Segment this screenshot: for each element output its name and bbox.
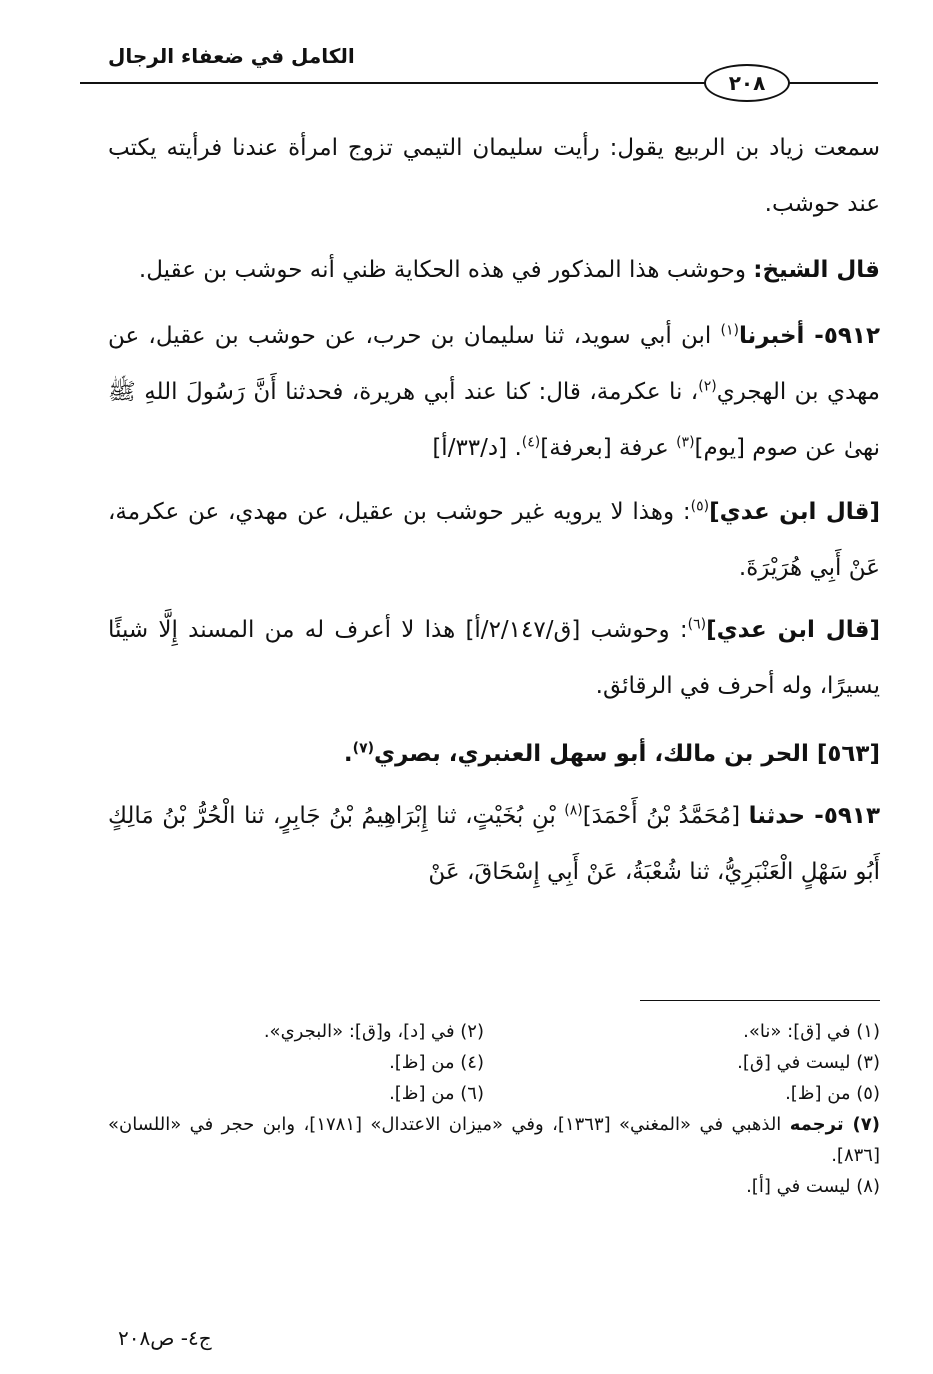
footnote-1: (١) في [ق]: «نا». (743, 1021, 880, 1042)
paragraph-text: : وهذا لا يرويه غير حوشب بن عقيل، عن مهدي، عن عكرمة، عَنْ أَبِي هُرَيْرَةَ. (108, 499, 880, 581)
heading-tail: . (343, 741, 353, 767)
footnote-ref: (٥) (690, 498, 710, 515)
speaker-label: [قال ابن عدي] (706, 617, 880, 643)
footnote-2: (٢) في [د]، و[ق]: «البجري». (263, 1021, 484, 1042)
speaker-label: قال الشيخ: (753, 257, 880, 283)
footnote-7 (108, 1109, 880, 1171)
paragraph-1: سمعت زياد بن الربيع يقول: رأيت سليمان التيمي تزوج امرأة عندنا فرأيته يكتب عند حوشب. (108, 135, 880, 217)
footnote-ref: (٤) (521, 434, 541, 451)
footnote-text: الذهبي في «المغني» [١٣٦٣]، وفي «ميزان الاعتدال» [١٧٨١]، وابن حجر في «اللسان» [٨٣٦]. (108, 1114, 880, 1166)
paragraph-text: ، نا عكرمة، قال: كنا عند أبي هريرة، فحدثنا أَنَّ رَسُولَ اللهِ ﷺ نهىٰ عن صوم [يوم] (108, 379, 880, 461)
narrator-heading: [٥٦٣] الحر بن مالك، أبو سهل العنبري، بصري (374, 741, 880, 767)
page-number-badge (704, 64, 790, 102)
footnote-ref: (٨) (564, 802, 583, 819)
volume-page-reference: ج٤- ص٢٠٨ (118, 1326, 212, 1350)
hadith-number: ٥٩١٢- أخبرنا (738, 323, 880, 349)
footnotes (108, 1016, 880, 1202)
footnote-3: (٣) ليست في [ق]. (737, 1052, 880, 1073)
ibn-adi-comment-1 (108, 484, 880, 596)
footnote-separator (640, 1000, 880, 1001)
main-text (108, 120, 880, 900)
footnote-lead: (٧) ترجمه (789, 1114, 881, 1135)
footnote-8: (٨) ليست في [أ]. (746, 1176, 880, 1197)
footnote-ref: (٧) (352, 740, 375, 757)
hadith-number: ٥٩١٣- حدثنا (748, 803, 880, 829)
paragraph-text: عرفة [بعرفة] (540, 435, 677, 461)
section-heading (108, 726, 880, 782)
footnote-6: (٦) من [ظ]. (389, 1083, 484, 1104)
footnote-ref: (٦) (687, 616, 707, 633)
paragraph-text: ابن أبي سويد، ثنا سليمان بن حرب، عن حوشب بن عقيل، عن مهدي بن الهجري (108, 323, 881, 405)
hadith-5912 (108, 308, 880, 476)
footnote-ref: (٣) (676, 434, 695, 451)
paragraph-text: وحوشب هذا المذكور في هذه الحكاية ظني أنه حوشب بن عقيل. (138, 257, 754, 283)
paragraph-text: . [د/٣٣/أ] (432, 435, 522, 461)
running-header-title: الكامل في ضعفاء الرجال (108, 44, 355, 68)
hadith-5913 (108, 788, 880, 900)
footnote-5: (٥) من [ظ]. (785, 1083, 880, 1104)
paragraph-text: [مُحَمَّدُ بْنُ أَحْمَدَ] (582, 803, 749, 829)
paragraph-2 (108, 242, 880, 298)
paragraph-text: بْنِ بُخَيْتٍ، ثنا إِبْرَاهِيمُ بْنُ جَابِرٍ، ثنا الْحُرُّ بْنُ مَالِكٍ أَبُو سَهْلٍ الْعَنْبَرِيُّ، ثنا شُعْبَةُ، عَنْ أَبِي إِسْحَاقَ، عَنْ (108, 803, 880, 885)
footnote-grid (108, 1016, 880, 1109)
footnote-4: (٤) من [ظ]. (389, 1052, 484, 1073)
footnote-ref: (٢) (698, 378, 717, 395)
ibn-adi-comment-2 (108, 602, 880, 714)
page-number: ٢٠٨ (728, 71, 766, 95)
speaker-label: [قال ابن عدي] (709, 499, 880, 525)
footnote-ref: (١) (720, 322, 739, 339)
paragraph-text: : وحوشب [ق/٢/١٤٧/أ] هذا لا أعرف له من المسند إِلَّا شيئًا يسيرًا، وله أحرف في الرقائق. (108, 617, 880, 699)
